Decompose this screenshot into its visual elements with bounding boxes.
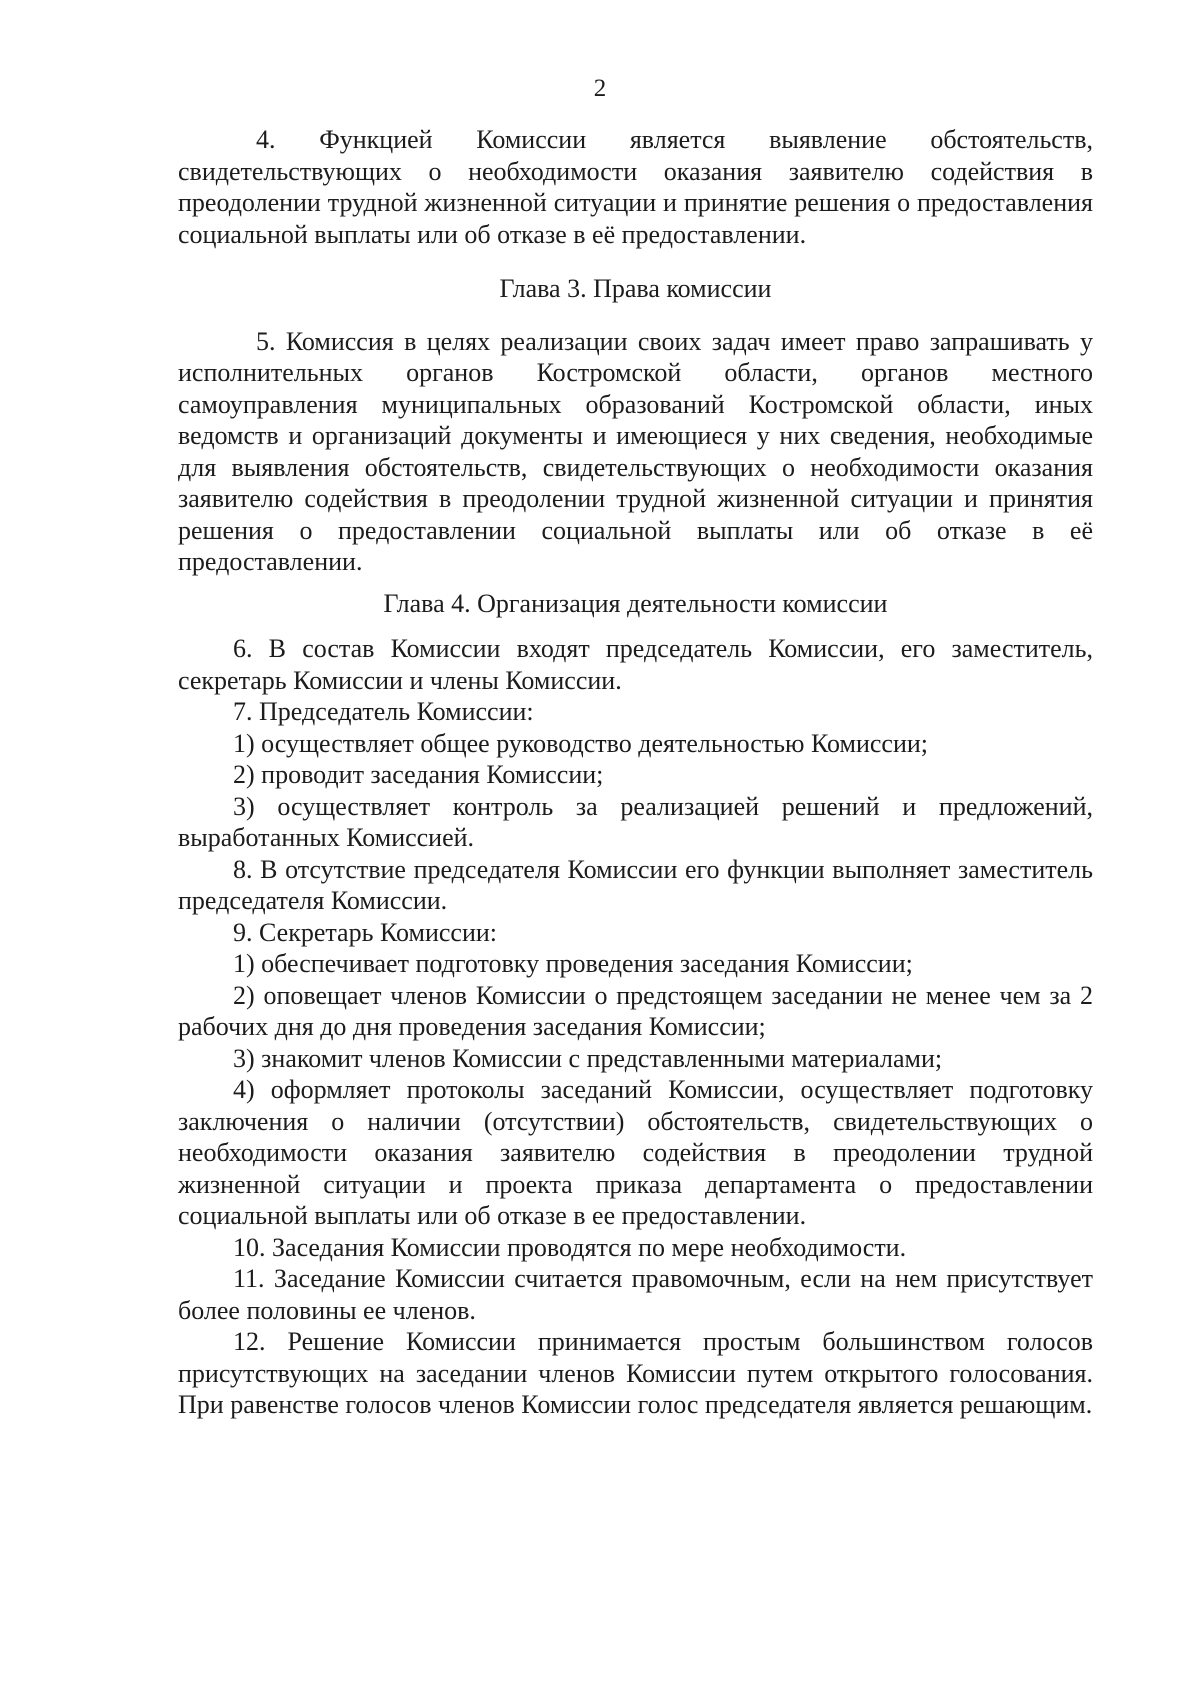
paragraph-9-item-1: 1) обеспечивает подготовку проведения заседания Комиссии; bbox=[233, 949, 913, 978]
paragraph-9: 9. Секретарь Комиссии: bbox=[233, 917, 497, 947]
paragraph-7: 7. Председатель Комиссии: bbox=[233, 697, 534, 726]
paragraph-6: 6. В состав Комиссии входят председатель Комиссии, его заместитель, секретарь Комиссии и члены Комиссии. bbox=[178, 634, 1093, 695]
paragraph-5: 5. Комиссия в целях реализации своих задач имеет право запрашивать у исполнительных органов Костромской области, органов местного самоуправления муниципальных образований Костромской области, иных ведомств и организаций документы и имеющиеся у них сведения, необходимые для выявления обстоятельств, свидетельствующих о необходимости оказания заявителю содействия в преодолении трудной жизненной ситуации и принятия решения о предоставлении социальной выплаты или об отказе в её предоставлении. bbox=[178, 326, 1093, 576]
paragraph-9-item-3: 3) знакомит членов Комиссии с представленными материалами; bbox=[233, 1043, 943, 1073]
paragraph-11: 11. Заседание Комиссии считается правомочным, если на нем присутствует более половины ее членов. bbox=[178, 1264, 1093, 1325]
chapter-3-heading: Глава 3. Права комиссии bbox=[499, 274, 772, 303]
paragraph-10: 10. Заседания Комиссии проводятся по мере необходимости. bbox=[233, 1232, 907, 1262]
paragraph-7-item-3: 3) осуществляет контроль за реализацией решений и предложений, выработанных Комиссией. bbox=[178, 791, 1093, 852]
page-number: 2 bbox=[593, 75, 607, 102]
paragraph-9-item-2: 2) оповещает членов Комиссии о предстоящем заседании не менее чем за 2 рабочих дня до дня проведения заседания Комиссии; bbox=[178, 980, 1093, 1041]
chapter-4-heading: Глава 4. Организация деятельности комиссии bbox=[383, 588, 888, 618]
paragraph-7-item-1: 1) осуществляет общее руководство деятельностью Комиссии; bbox=[233, 728, 929, 758]
paragraph-7-item-2: 2) проводит заседания Комиссии; bbox=[233, 760, 604, 789]
paragraph-12: 12. Решение Комиссии принимается простым большинством голосов присутствующих на заседании членов Комиссии путем открытого голосования. При равенстве голосов членов Комиссии голос председателя является решающим. bbox=[178, 1327, 1093, 1419]
paragraph-9-item-4: 4) оформляет протоколы заседаний Комиссии, осуществляет подготовку заключения о наличии (отсутствии) обстоятельств, свидетельствующих о необходимости оказания заявителю содействия в преодолении трудной жизненной ситуации и проекта приказа департамента о предоставлении социальной выплаты или об отказе в ее предоставлении. bbox=[178, 1075, 1093, 1230]
document-body bbox=[178, 124, 1093, 1421]
paragraph-8: 8. В отсутствие председателя Комиссии его функции выполняет заместитель председателя Комиссии. bbox=[178, 854, 1093, 915]
paragraph-4: 4. Функцией Комиссии является выявление обстоятельств, свидетельствующих о необходимости оказания заявителю содействия в преодолении трудной жизненной ситуации и принятие решения о предоставления социальной выплаты или об отказе в её предоставлении. bbox=[178, 125, 1093, 249]
